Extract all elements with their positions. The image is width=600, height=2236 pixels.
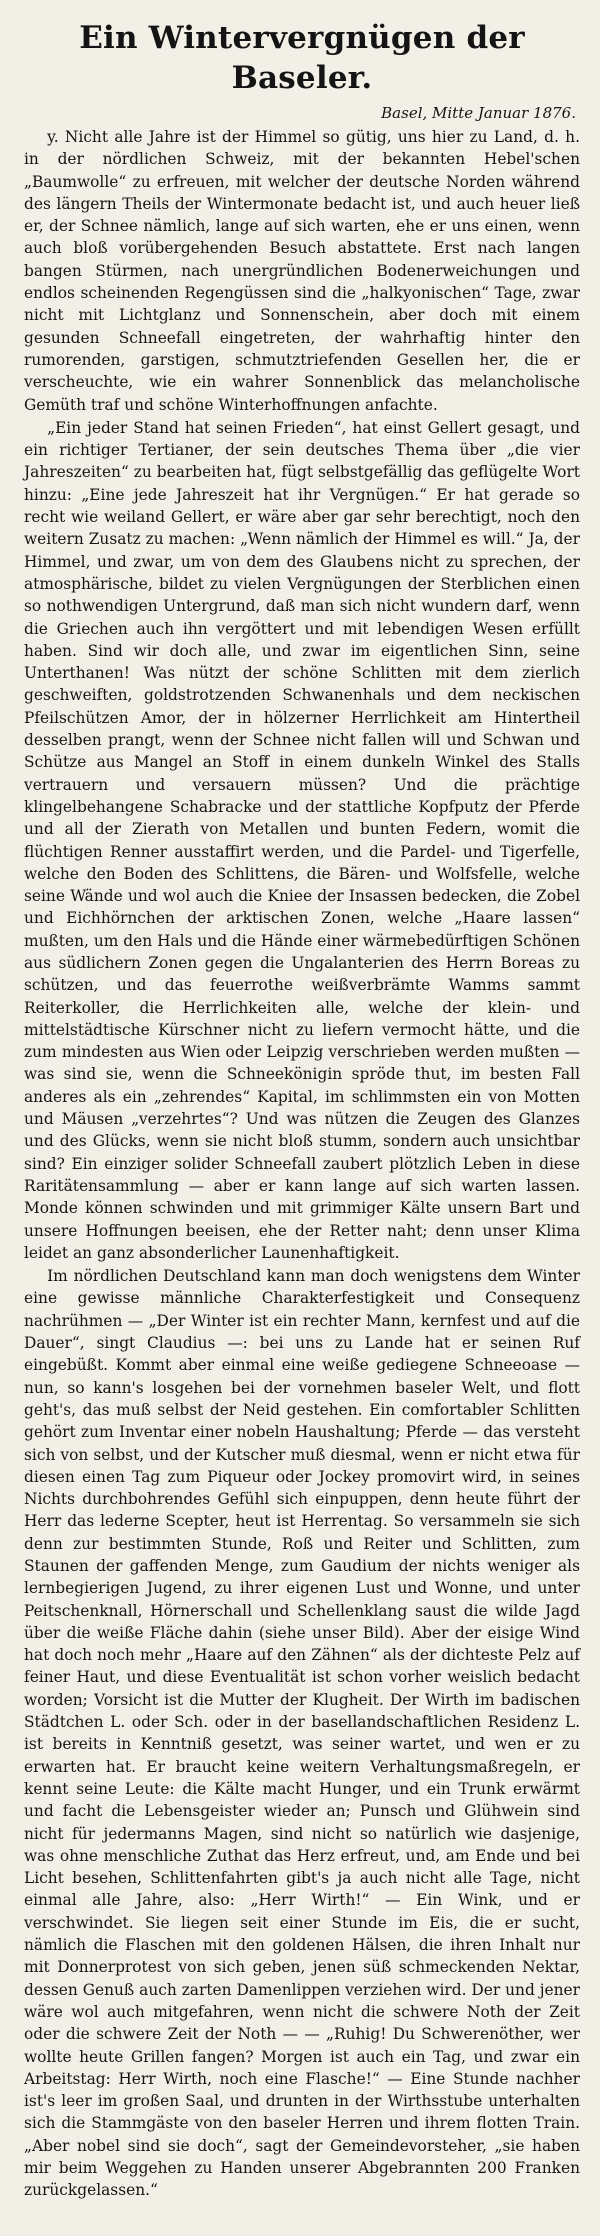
article-body: [24, 126, 580, 2202]
article-paragraph: y. Nicht alle Jahre ist der Himmel so gütig, uns hier zu Land, d. h. in der nördlichen Schweiz, mit der bekannten Hebel'schen „Baumwolle“ zu erfreuen, mit welcher der deutsche Norden während des längern Theils der Wintermonate bedacht ist, und auch heuer ließ er, der Schnee nämlich, lange auf sich warten, ehe er uns einen, wenn auch bloß vorübergehenden Besuch abstattete. Erst nach langen bangen Stürmen, nach unergründlichen Bodenerweichungen und endlos scheinenden Regengüssen sind die „halkyonischen“ Tage, zwar nicht mit Lichtglanz und Sonnenschein, aber doch mit einem gesunden Schneefall eingetreten, der wahrhaftig hinter den rumorenden, garstigen, schmutztriefenden Gesellen her, die er verscheuchte, wie ein wahrer Sonnenblick das melancholische Gemüth traf und schöne Winterhoffnungen anfachte.: [24, 128, 580, 414]
article-paragraph: Im nördlichen Deutschland kann man doch wenigstens dem Winter eine gewisse männliche Charakterfestigkeit und Consequenz nachrühmen — „Der Winter ist ein rechter Mann, kernfest und auf die Dauer“, singt Claudius —: bei uns zu Lande hat er seinen Ruf eingebüßt. Kommt aber einmal eine weiße gediegene Schneeoase — nun, so kann's losgehen bei der vornehmen baseler Welt, und flott geht's, das muß selbst der Neid gestehen. Ein comfortabler Schlitten gehört zum Inventar einer nobeln Haushaltung; Pferde — das versteht sich von selbst, und der Kutscher muß diesmal, wenn er nicht etwa für diesen einen Tag zum Piqueur oder Jockey promovirt wird, in seines Nichts durchbohrendes Gefühl sich einpuppen, denn heute führt der Herr das lederne Scepter, heut ist Herrentag. So versammeln sie sich denn zur bestimmten Stunde, Roß und Reiter und Schlitten, zum Staunen der gaffenden Menge, zum Gaudium der nichts weniger als lernbegierigen Jugend, zu ihrer eigenen Lust und Wonne, und unter Peitschenknall, Hörnerschall und Schellenklang saust die wilde Jagd über die weiße Fläche dahin (siehe unser Bild). Aber der eisige Wind hat doch noch mehr „Haare auf den Zähnen“ als der dichteste Pelz auf feiner Haut, und diese Eventualität ist schon vorher weislich bedacht worden; Vorsicht ist die Mutter der Klugheit. Der Wirth im badischen Städtchen L. oder Sch. oder in der basellandschaftlichen Residenz L. ist bereits in Kenntniß gesetzt, was seiner wartet, und wen er zu erwarten hat. Er braucht keine weitern Verhaltungsmaßregeln, er kennt seine Leute: die Kälte macht Hunger, und ein Trunk erwärmt und facht die Lebensgeister wieder an; Punsch und Glühwein sind nicht für jedermanns Magen, sind nicht so natürlich wie dasjenige, was ohne menschliche Zuthat das Herz erfreut, und, am Ende und bei Licht besehen, Schlittenfahrten gibt's ja auch nicht alle Tage, nicht einmal alle Jahre, also: „Herr Wirth!“ — Ein Wink, und er verschwindet. Sie liegen seit einer Stunde im Eis, die er sucht, nämlich die Flaschen mit den goldenen Hälsen, die ihren Inhalt nur mit Donnerprotest von sich geben, jenen süß schmeckenden Nektar, dessen Genuß auch zarten Damenlippen verziehen wird. Der und jener wäre wol auch mitgefahren, wenn nicht die schwere Noth der Zeit oder die schwere Zeit der Noth — — „Ruhig! Du Schwerenöther, wer wollte heute Grillen fangen? Morgen ist auch ein Tag, und zwar ein Arbeitstag: Herr Wirth, noch eine Flasche!“ — Eine Stunde nachher ist's leer im großen Saal, und drunten in der Wirthsstube unterhalten sich die Stammgäste von den baseler Herren und ihrem flotten Train. „Aber nobel sind sie doch“, sagt der Gemeindevorsteher, „sie haben mir beim Weggehen zu Handen unserer Abgebrannten 200 Franken zurückgelassen.“: [24, 1267, 580, 2200]
article-dateline: Basel, Mitte Januar 1876.: [381, 104, 576, 122]
article-paragraph: „Ein jeder Stand hat seinen Frieden“, hat einst Gellert gesagt, und ein richtiger Tertianer, der sein deutsches Thema über „die vier Jahreszeiten“ zu bearbeiten hat, fügt selbstgefällig das geflügelte Wort hinzu: „Eine jede Jahreszeit hat ihr Vergnügen.“ Er hat gerade so recht wie weiland Gellert, er wäre aber gar sehr berechtigt, noch den weitern Zusatz zu machen: „Wenn nämlich der Himmel es will.“ Ja, der Himmel, und zwar, um von dem des Glaubens nicht zu sprechen, der atmosphärische, bildet zu vielen Vergnügungen der Sterblichen einen so nothwendigen Untergrund, daß man sich nicht wundern darf, wenn die Griechen auch ihn vergöttert und mit lebendigen Wesen erfüllt haben. Sind wir doch alle, und zwar im eigentlichen Sinn, seine Unterthanen! Was nützt der schöne Schlitten mit dem zierlich geschweiften, goldstrotzenden Schwanenhals und dem neckischen Pfeilschützen Amor, der in hölzerner Herrlichkeit am Hintertheil desselben prangt, wenn der Schnee nicht fallen will und Schwan und Schütze aus Mangel an Stoff in einem dunkeln Winkel des Stalls vertrauern und versauern müssen? Und die prächtige klingelbehangene Schabracke und der stattliche Kopfputz der Pferde und all der Zierath von Metallen und bunten Federn, womit die flüchtigen Renner ausstaffirt werden, und die Pardel- und Tigerfelle, welche den Boden des Schlittens, die Bären- und Wolfsfelle, welche seine Wände und wol auch die Kniee der Insassen bedecken, die Zobel und Eichhörnchen der arktischen Zonen, welche „Haare lassen“ mußten, um den Hals und die Hände einer wärmebedürftigen Schönen aus südlichern Zonen gegen die Ungalanterien des Herrn Boreas zu schützen, und das feuerrothe weißverbrämte Wamms sammt Reiterkoller, die Herrlichkeiten alle, welche der klein- und mittelstädtische Kürschner nicht zu liefern vermocht hätte, und die zum mindesten aus Wien oder Leipzig verschrieben werden mußten — was sind sie, wenn die Schneekönigin spröde thut, im besten Fall anderes als ein „zehrendes“ Kapital, im schlimmsten ein von Motten und Mäusen „verzehrtes“? Und was nützen die Zeugen des Glanzes und des Glücks, wenn sie nicht bloß stumm, sondern auch unsichtbar sind? Ein einziger solider Schneefall zaubert plötzlich Leben in diese Raritätensammlung — aber er kann lange auf sich warten lassen. Monde können schwinden und mit grimmiger Kälte unsern Bart und unsere Hoffnungen beeisen, ehe der Retter naht; denn unser Klima leidet an ganz absonderlicher Launenhaftigkeit.: [24, 418, 580, 1262]
article-title: Ein Wintervergnügen der Baseler.: [79, 20, 525, 96]
